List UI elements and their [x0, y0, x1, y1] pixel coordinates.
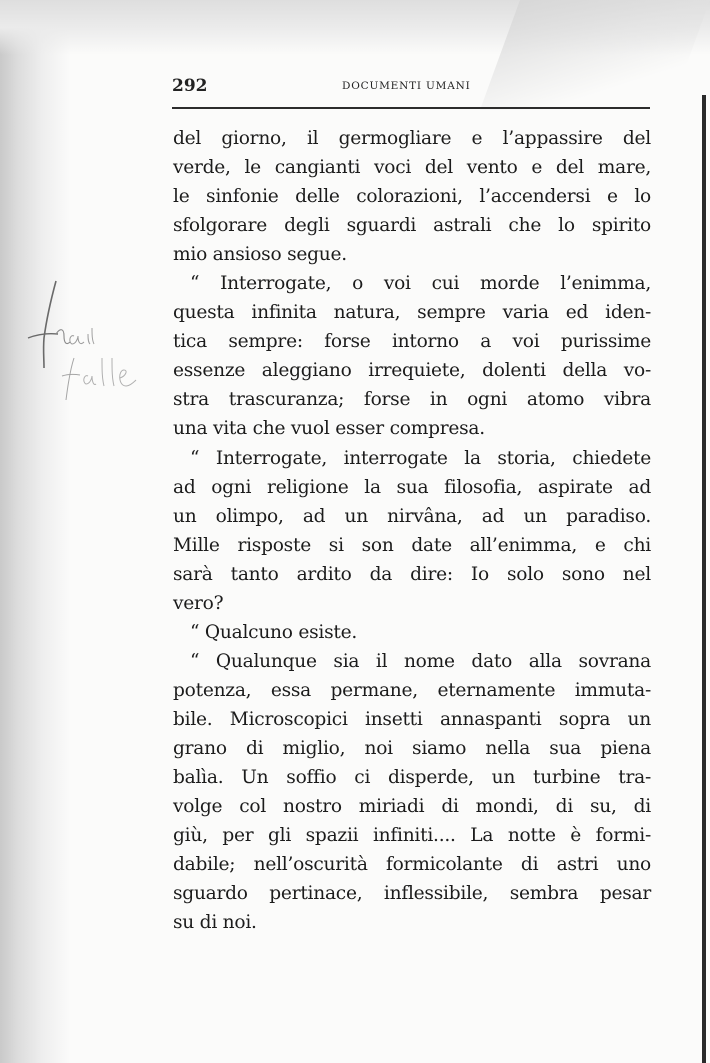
text-line: “ Qualunque sia il nome dato alla sovrana — [190, 650, 651, 672]
running-head — [172, 76, 650, 98]
text-line: balìa. Un soffio ci disperde, un turbine tra- — [173, 767, 651, 789]
text-line: tica sempre: forse intorno a voi purissime — [173, 331, 651, 353]
text-line: questa infinita natura, sempre varia ed iden- — [173, 302, 651, 324]
text-line: sguardo pertinace, inflessibile, sembra pesar — [173, 883, 651, 905]
text-line: giù, per gli spazii infiniti.... La notte è formi- — [173, 825, 651, 847]
header-rule — [172, 107, 650, 109]
text-line: le sinfonie delle colorazioni, l’accendersi e lo — [173, 186, 651, 208]
text-line: bile. Microscopici insetti annaspanti sopra un — [173, 708, 651, 730]
text-line: Mille risposte si son date all’enimma, e chi — [173, 534, 651, 556]
text-line: verde, le cangianti voci del vento e del mare, — [173, 157, 651, 179]
text-line: una vita che vuol esser compresa. — [173, 418, 485, 440]
page-edge-border — [702, 95, 706, 1063]
text-line: sarà tanto ardito da dire: Io solo sono nel — [173, 563, 651, 585]
text-line: potenza, essa permane, eternamente immuta- — [173, 679, 651, 701]
body-text — [173, 124, 651, 937]
scan-shadow-left — [0, 0, 70, 1063]
text-line: dabile; nell’oscurità formicolante di astri uno — [173, 854, 651, 876]
text-line: del giorno, il germogliare e l’appassire del — [173, 128, 651, 149]
text-line: stra trascuranza; forse in ogni atomo vibra — [173, 389, 651, 411]
text-line: un olimpo, ad un nirvâna, ad un paradiso. — [173, 505, 651, 527]
page-number: 292 — [172, 76, 208, 96]
text-line: su di noi. — [173, 912, 257, 934]
running-title: DOCUMENTI UMANI — [342, 80, 471, 92]
handwriting-icon — [22, 278, 142, 408]
text-line: essenze aleggiano irrequiete, dolenti della vo- — [173, 360, 651, 382]
text-line: vero? — [173, 592, 224, 614]
text-line: “ Qualcuno esiste. — [190, 621, 358, 643]
text-line: grano di miglio, noi siamo nella sua piena — [173, 737, 651, 759]
text-line: mio ansioso segue. — [173, 244, 347, 266]
handwritten-margin-note — [22, 278, 142, 408]
text-line: ad ogni religione la sua filosofia, aspirate ad — [173, 476, 651, 498]
text-line: volge col nostro miriadi di mondi, di su, di — [173, 796, 651, 818]
text-line: “ Interrogate, o voi cui morde l’enimma, — [190, 273, 651, 295]
text-line: “ Interrogate, interrogate la storia, chiedete — [190, 447, 651, 469]
text-line: sfolgorare degli sguardi astrali che lo spirito — [173, 215, 651, 237]
